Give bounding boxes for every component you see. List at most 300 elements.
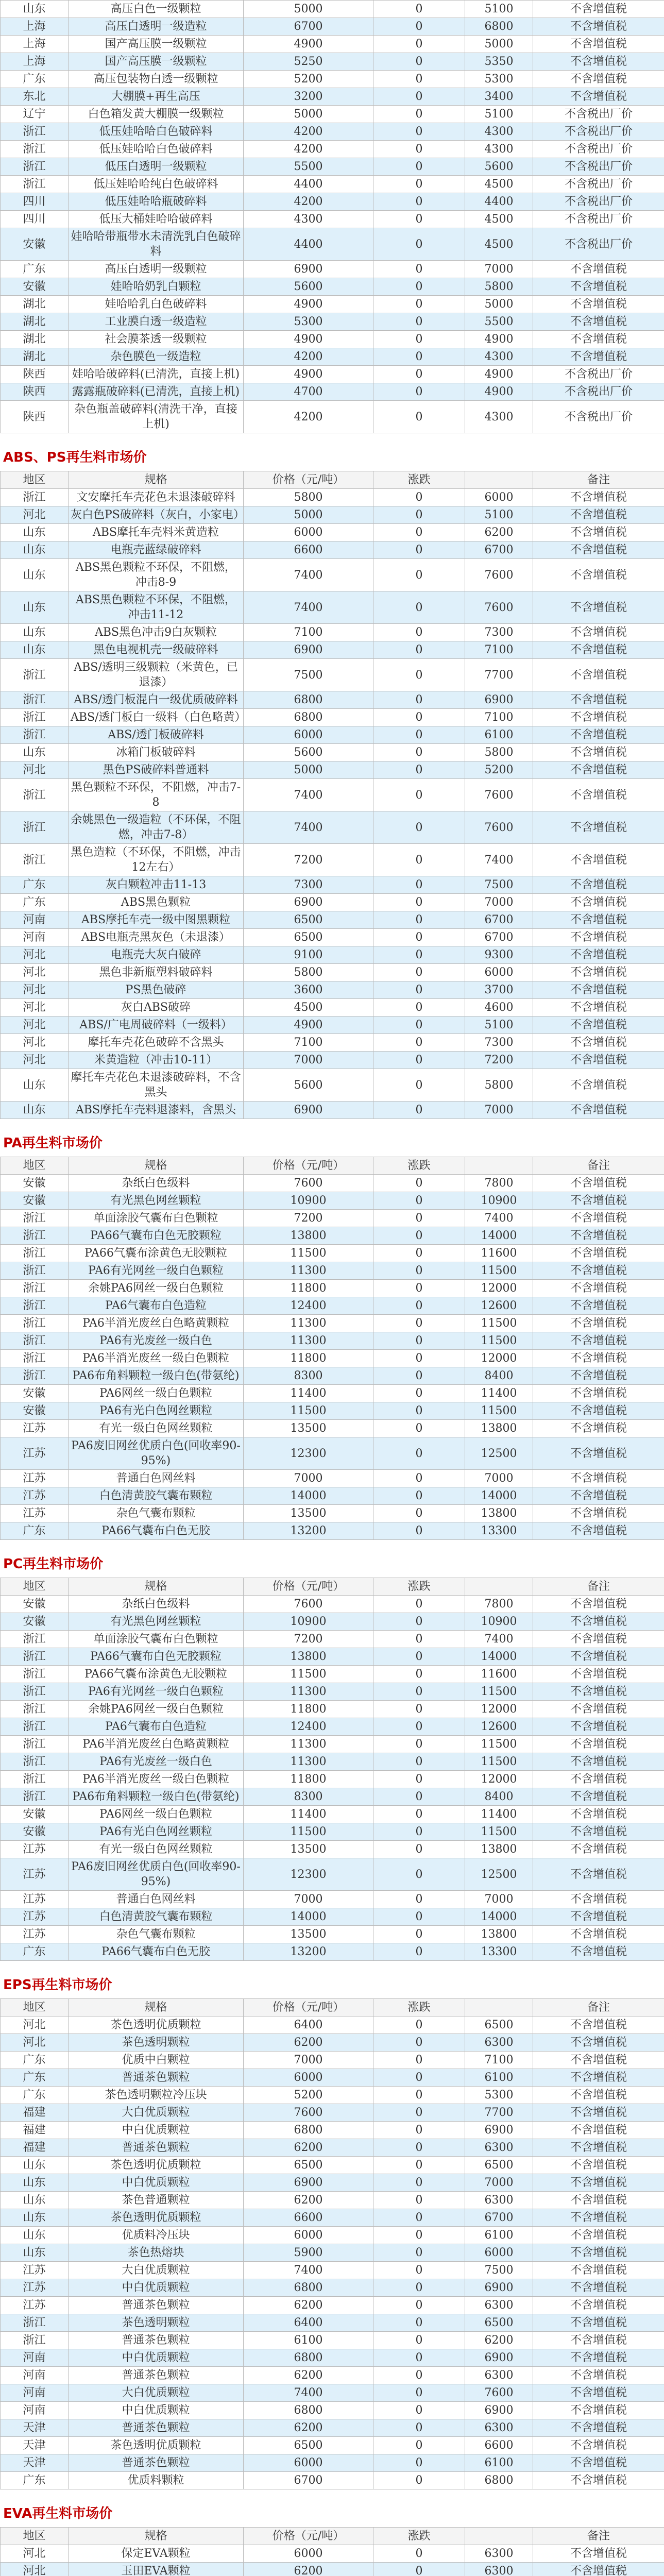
table-row [1,261,664,278]
spec-cell: 大白优质颗粒 [69,2104,244,2122]
price-high-cell [465,1578,533,1596]
spec-cell: 茶色透明颗粒 [69,2034,244,2052]
change-cell: 0 [373,228,465,261]
region-cell: 浙江 [1,1718,69,1736]
price-low-cell: 11300 [244,1315,373,1332]
table-row [1,2279,664,2297]
region-cell: 江苏 [1,1437,69,1470]
table-row [1,1315,664,1332]
region-cell: 江苏 [1,1891,69,1908]
note-cell: 不含增值税 [533,1367,664,1385]
price-low-cell: 4400 [244,176,373,193]
table-row [1,1350,664,1367]
region-cell: 天津 [1,2454,69,2472]
spec-cell: ABS摩托车壳料米黄造粒 [69,524,244,541]
price-low-cell: 13500 [244,1841,373,1858]
spec-cell: 白色清黄胶气囊布颗粒 [69,1487,244,1505]
price-low-cell: 11500 [244,1666,373,1683]
price-high-cell: 5200 [465,761,533,779]
price-high-cell: 11500 [465,1332,533,1350]
change-cell: 0 [373,1771,465,1788]
spec-cell: 余姚黑色一级造粒（不环保，不阻燃，冲击7-8） [69,811,244,844]
region-cell: 浙江 [1,158,69,176]
price-low-cell: 6000 [244,2545,373,2563]
price-low-cell: 11300 [244,1753,373,1771]
table-row [1,1806,664,1823]
table-row [1,1,664,18]
price-low-cell: 7400 [244,2262,373,2279]
price-high-cell: 5800 [465,278,533,296]
region-cell: 安徽 [1,1823,69,1841]
price-low-cell: 6600 [244,2209,373,2227]
table-row [1,761,664,779]
table-row [1,278,664,296]
change-cell: 0 [373,1,465,18]
note-cell: 不含增值税 [533,1613,664,1631]
price-low-cell: 13500 [244,1420,373,1437]
change-cell: 0 [373,1701,465,1718]
table-row [1,211,664,228]
table-row [1,591,664,624]
price-high-cell: 13800 [465,1505,533,1522]
price-high-cell: 6100 [465,2454,533,2472]
price-low-cell: 5300 [244,313,373,331]
price-high-cell: 14000 [465,1908,533,1926]
region-cell: 上海 [1,18,69,36]
price-high-cell: 5100 [465,1016,533,1034]
note-cell: 不含增值税 [533,964,664,981]
price-high-cell: 14000 [465,1227,533,1245]
change-cell: 0 [373,1522,465,1540]
note-cell: 不含税出厂价 [533,106,664,123]
price-low-cell: 5000 [244,1,373,18]
note-cell: 不含增值税 [533,1034,664,1052]
note-cell: 备注 [533,1578,664,1596]
price-high-cell: 8400 [465,1788,533,1806]
region-cell: 浙江 [1,726,69,744]
spec-cell: 娃哈哈乳白色破碎料 [69,296,244,313]
price-low-cell: 7600 [244,2104,373,2122]
spec-cell: 大棚膜+再生高压 [69,88,244,106]
price-low-cell: 11800 [244,1280,373,1297]
region-cell: 江苏 [1,1908,69,1926]
note-cell: 不含增值税 [533,981,664,999]
spec-cell: 优质料冷压块 [69,2227,244,2244]
change-cell: 0 [373,2419,465,2437]
region-cell: 浙江 [1,1245,69,1262]
change-cell: 0 [373,2209,465,2227]
table-row [1,946,664,964]
price-low-cell: 6500 [244,929,373,946]
region-cell: 地区 [1,1578,69,1596]
table-row [1,1718,664,1736]
region-cell: 广东 [1,1943,69,1961]
price-high-cell: 7000 [465,894,533,911]
table-row [1,401,664,433]
price-high-cell: 7200 [465,1052,533,1069]
spec-cell: 高压包装物白透一级颗粒 [69,71,244,88]
spec-cell: 灰白ABS破碎 [69,999,244,1016]
price-high-cell: 7100 [465,709,533,726]
region-cell: 山东 [1,524,69,541]
spec-cell: 黑色颗粒不环保，不阻燃，冲击7-8 [69,779,244,811]
change-cell: 0 [373,2016,465,2034]
table-row [1,624,664,641]
spec-cell: 余姚PA6网丝一级白色颗粒 [69,1280,244,1297]
table-row [1,2069,664,2087]
change-cell: 0 [373,1926,465,1943]
price-high-cell: 11500 [465,1753,533,1771]
price-high-cell: 5800 [465,1069,533,1101]
note-cell: 不含增值税 [533,541,664,559]
note-cell: 不含增值税 [533,296,664,313]
price-low-cell: 11500 [244,1402,373,1420]
price-high-cell: 7400 [465,1210,533,1227]
spec-cell: 露露瓶破碎料(已清洗，直接上机) [69,383,244,401]
note-cell: 不含增值税 [533,71,664,88]
change-cell: 0 [373,2332,465,2349]
change-cell: 0 [373,1505,465,1522]
region-cell: 河北 [1,1016,69,1034]
spec-cell: ABS电瓶壳黑灰色（未退漆） [69,929,244,946]
section-title: PA再生料市场价 [3,1136,103,1151]
table-row [1,1648,664,1666]
note-cell: 不含增值税 [533,2545,664,2563]
note-cell: 不含增值税 [533,779,664,811]
change-cell: 0 [373,929,465,946]
region-cell: 江苏 [1,1420,69,1437]
price-table [0,1157,664,1540]
price-low-cell: 6000 [244,524,373,541]
price-low-cell: 13500 [244,1926,373,1943]
region-cell: 浙江 [1,844,69,876]
change-cell: 0 [373,313,465,331]
price-low-cell: 7600 [244,1175,373,1192]
price-low-cell: 6600 [244,541,373,559]
price-low-cell: 3600 [244,981,373,999]
note-cell: 不含增值税 [533,894,664,911]
price-high-cell: 6000 [465,489,533,506]
region-cell: 山东 [1,559,69,591]
spec-cell: 低压娃哈哈白色破碎料 [69,141,244,158]
table-row [1,141,664,158]
table-row [1,844,664,876]
price-low-cell: 4900 [244,366,373,383]
note-cell: 不含税出厂价 [533,228,664,261]
spec-cell: ABS/透门板混白一级优质破碎料 [69,691,244,709]
table-row [1,1505,664,1522]
table-row [1,641,664,659]
spec-cell: 中白优质颗粒 [69,2349,244,2367]
table-row [1,1210,664,1227]
price-high-cell: 12000 [465,1771,533,1788]
table-row [1,2314,664,2332]
region-cell: 湖北 [1,348,69,366]
change-cell: 0 [373,2244,465,2262]
spec-cell: 杂色气囊布颗粒 [69,1926,244,1943]
note-cell: 不含增值税 [533,1806,664,1823]
price-low-cell: 4200 [244,193,373,211]
region-cell: 江苏 [1,1858,69,1891]
table-row [1,106,664,123]
spec-cell: 规格 [69,1157,244,1175]
price-low-cell: 7400 [244,2384,373,2402]
spec-cell: PA66气囊布涂黄色无胶颗粒 [69,1666,244,1683]
table-row [1,1683,664,1701]
note-cell: 不含增值税 [533,2016,664,2034]
table-row [1,313,664,331]
spec-cell: 茶色透明颗粒 [69,2314,244,2332]
region-cell: 山东 [1,2174,69,2192]
price-high-cell: 6300 [465,2139,533,2157]
note-cell: 不含增值税 [533,2034,664,2052]
note-cell: 不含增值税 [533,1016,664,1034]
price-high-cell: 7600 [465,591,533,624]
table-row [1,158,664,176]
price-high-cell: 11400 [465,1385,533,1402]
price-high-cell: 11600 [465,1666,533,1683]
table-row [1,1926,664,1943]
price-high-cell: 5800 [465,744,533,761]
region-cell: 河北 [1,1052,69,1069]
change-cell: 0 [373,71,465,88]
table-header-row [1,1578,664,1596]
change-cell: 0 [373,999,465,1016]
spec-cell: PA6有光白色网丝颗粒 [69,1402,244,1420]
region-cell: 山东 [1,1,69,18]
price-low-cell: 8300 [244,1788,373,1806]
note-cell: 不含增值税 [533,2367,664,2384]
table-row [1,1788,664,1806]
table-row [1,36,664,53]
note-cell: 不含税出厂价 [533,211,664,228]
table-row [1,193,664,211]
table-row [1,1367,664,1385]
price-high-cell: 6900 [465,691,533,709]
price-low-cell: 7100 [244,1034,373,1052]
region-cell: 浙江 [1,659,69,691]
spec-cell: 规格 [69,1578,244,1596]
spec-cell: 白色箱发黄大棚膜一级颗粒 [69,106,244,123]
region-cell: 安徽 [1,1385,69,1402]
price-low-cell: 7200 [244,1210,373,1227]
note-cell: 不含增值税 [533,1437,664,1470]
change-cell: 0 [373,1613,465,1631]
note-cell: 不含增值税 [533,1420,664,1437]
note-cell: 不含增值税 [533,2297,664,2314]
change-cell: 0 [373,981,465,999]
table-row [1,1420,664,1437]
price-low-cell: 6200 [244,2563,373,2576]
price-high-cell [465,1157,533,1175]
spec-cell: 杂纸白色级料 [69,1175,244,1192]
spec-cell: 普通茶色颗粒 [69,2332,244,2349]
spec-cell: 电瓶壳大灰白破碎 [69,946,244,964]
note-cell: 不含增值税 [533,691,664,709]
note-cell: 不含增值税 [533,18,664,36]
table-header-row [1,2528,664,2545]
price-low-cell: 4200 [244,348,373,366]
table-row [1,331,664,348]
spec-cell: PA6半消光废丝一级白色颗粒 [69,1350,244,1367]
note-cell: 不含增值税 [533,1487,664,1505]
note-cell: 不含税出厂价 [533,141,664,158]
spec-cell: PS黑色破碎 [69,981,244,999]
price-high-cell: 6300 [465,2545,533,2563]
spec-cell: PA66气囊布白色无胶颗粒 [69,1648,244,1666]
change-cell: 0 [373,1245,465,1262]
price-high-cell: 13800 [465,1926,533,1943]
note-cell: 备注 [533,471,664,489]
table-row [1,726,664,744]
spec-cell: 普通白色网丝料 [69,1891,244,1908]
price-low-cell: 7400 [244,591,373,624]
price-high-cell: 12600 [465,1297,533,1315]
region-cell: 广东 [1,2069,69,2087]
spec-cell: 普通茶色颗粒 [69,2139,244,2157]
price-low-cell: 4900 [244,296,373,313]
price-high-cell: 3400 [465,88,533,106]
price-low-cell: 价格（元/吨） [244,2528,373,2545]
spec-cell: 国产高压膜一级颗粒 [69,36,244,53]
price-high-cell: 4400 [465,193,533,211]
spec-cell: ABS摩托车壳料退漆料，含黑头 [69,1101,244,1119]
region-cell: 陕西 [1,383,69,401]
note-cell: 不含增值税 [533,2349,664,2367]
spec-cell: 茶色透明优质颗粒 [69,2157,244,2174]
price-high-cell: 13300 [465,1522,533,1540]
price-low-cell: 4200 [244,123,373,141]
price-high-cell: 11500 [465,1683,533,1701]
change-cell: 0 [373,894,465,911]
spec-cell: 摩托车壳花色破碎不含黑头 [69,1034,244,1052]
price-high-cell: 6300 [465,2367,533,2384]
price-low-cell: 6200 [244,2034,373,2052]
change-cell: 0 [373,1736,465,1753]
spec-cell: 米黄造粒（冲击10-11） [69,1052,244,1069]
region-cell: 浙江 [1,1666,69,1683]
price-low-cell: 6200 [244,2297,373,2314]
change-cell: 0 [373,2314,465,2332]
note-cell: 不含增值税 [533,1666,664,1683]
price-high-cell: 12500 [465,1437,533,1470]
change-cell: 0 [373,2122,465,2139]
price-high-cell: 7400 [465,844,533,876]
price-high-cell: 7500 [465,876,533,894]
region-cell: 河北 [1,2563,69,2576]
change-cell: 0 [373,1227,465,1245]
price-high-cell: 13800 [465,1841,533,1858]
change-cell: 0 [373,1858,465,1891]
region-cell: 浙江 [1,691,69,709]
region-cell: 河北 [1,981,69,999]
region-cell: 山东 [1,1101,69,1119]
change-cell: 0 [373,18,465,36]
spec-cell: PA66气囊布涂黄色无胶颗粒 [69,1245,244,1262]
change-cell: 0 [373,1648,465,1666]
note-cell: 不含增值税 [533,1701,664,1718]
change-cell: 涨跌 [373,1578,465,1596]
change-cell: 0 [373,2349,465,2367]
region-cell: 山东 [1,744,69,761]
table-row [1,811,664,844]
change-cell: 0 [373,1470,465,1487]
region-cell: 安徽 [1,278,69,296]
price-low-cell: 7300 [244,876,373,894]
spec-cell: 中白优质颗粒 [69,2174,244,2192]
price-low-cell: 6900 [244,2174,373,2192]
table-row [1,999,664,1016]
price-low-cell: 6200 [244,2419,373,2437]
region-cell: 广东 [1,894,69,911]
table-row [1,1470,664,1487]
region-cell: 福建 [1,2139,69,2157]
spec-cell: 普通白色网丝料 [69,1470,244,1487]
spec-cell: 社会膜茶透一级颗粒 [69,331,244,348]
region-cell: 山东 [1,624,69,641]
note-cell: 不含增值税 [533,1052,664,1069]
region-cell: 浙江 [1,1262,69,1280]
spec-cell: 高压白色一级颗粒 [69,1,244,18]
price-high-cell: 5100 [465,1,533,18]
price-high-cell: 5350 [465,53,533,71]
table-row [1,659,664,691]
change-cell: 0 [373,141,465,158]
change-cell: 涨跌 [373,1999,465,2016]
note-cell: 不含税出厂价 [533,158,664,176]
price-low-cell: 7000 [244,1052,373,1069]
note-cell: 不含增值税 [533,1315,664,1332]
note-cell: 不含增值税 [533,1753,664,1771]
spec-cell: ABS黑色颗粒不环保，不阻燃，冲击8-9 [69,559,244,591]
change-cell: 0 [373,2367,465,2384]
change-cell: 0 [373,2052,465,2069]
price-high-cell: 4300 [465,348,533,366]
note-cell: 不含增值税 [533,811,664,844]
spec-cell: 摩托车壳花色未退漆破碎料，不含黑头 [69,1069,244,1101]
price-high-cell: 7000 [465,1891,533,1908]
change-cell: 0 [373,348,465,366]
price-high-cell: 5000 [465,296,533,313]
price-low-cell: 6800 [244,2402,373,2419]
spec-cell: 玉田EVA颗粒 [69,2563,244,2576]
price-high-cell: 5100 [465,506,533,524]
region-cell: 地区 [1,471,69,489]
region-cell: 山东 [1,541,69,559]
change-cell: 0 [373,2174,465,2192]
spec-cell: 优质中白颗粒 [69,2052,244,2069]
table-row [1,2192,664,2209]
spec-cell: PA6废旧网丝优质白色(回收率90-95%) [69,1437,244,1470]
region-cell: 湖北 [1,296,69,313]
spec-cell: 有光黑色网丝颗粒 [69,1192,244,1210]
change-cell: 0 [373,1210,465,1227]
price-low-cell: 5200 [244,2087,373,2104]
price-table [0,0,664,433]
price-high-cell: 12000 [465,1350,533,1367]
change-cell: 0 [373,36,465,53]
region-cell: 浙江 [1,811,69,844]
spec-cell: ABS摩托车壳一级中图黑颗粒 [69,911,244,929]
spec-cell: PA6有光网丝一级白色颗粒 [69,1262,244,1280]
table-row [1,1227,664,1245]
note-cell: 不含增值税 [533,1926,664,1943]
change-cell: 0 [373,2227,465,2244]
change-cell: 0 [373,2402,465,2419]
table-row [1,53,664,71]
table-row [1,1332,664,1350]
note-cell: 不含增值税 [533,524,664,541]
